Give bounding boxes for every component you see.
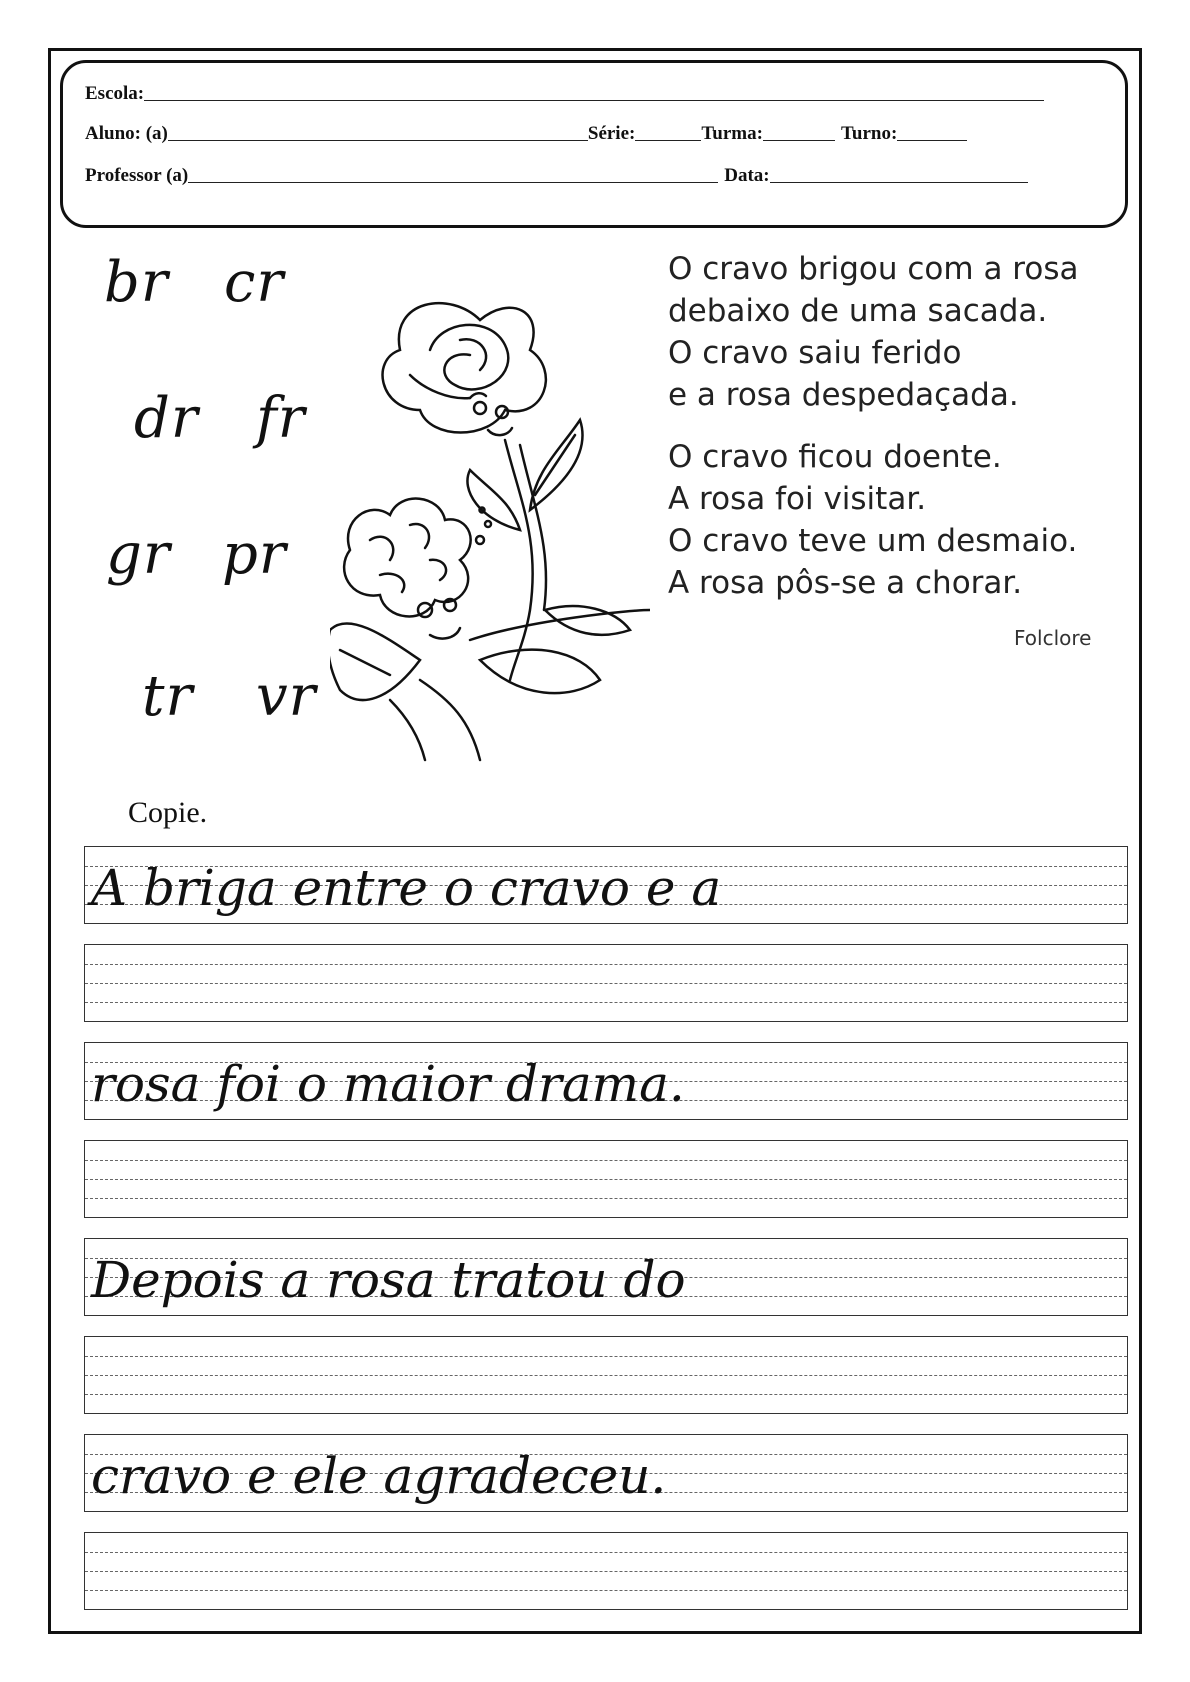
writing-band-5[interactable] bbox=[84, 1238, 1128, 1316]
poem-line: A rosa pôs-se a chorar. bbox=[668, 565, 1023, 601]
school-label: Escola: bbox=[85, 83, 145, 104]
writing-band-7[interactable] bbox=[84, 1434, 1128, 1512]
header-form bbox=[60, 60, 1128, 228]
school-field[interactable] bbox=[144, 99, 1044, 101]
teacher-label: Professor (a) bbox=[85, 165, 189, 186]
letter-pair-fr: fr bbox=[256, 386, 306, 451]
student-row bbox=[85, 123, 967, 145]
school-row bbox=[85, 83, 1044, 105]
writing-band-8[interactable] bbox=[84, 1532, 1128, 1610]
exercise-instruction: Copie. bbox=[128, 796, 208, 829]
model-sentence: cravo e ele agradeceu. bbox=[91, 1447, 667, 1505]
letter-pair-tr: tr bbox=[142, 664, 194, 729]
poem-line: O cravo saiu ferido bbox=[668, 335, 962, 371]
poem-line: O cravo brigou com a rosa bbox=[668, 251, 1079, 287]
poem-line: debaixo de uma sacada. bbox=[668, 293, 1048, 329]
model-sentence: rosa foi o maior drama. bbox=[91, 1055, 685, 1113]
poem-line: O cravo teve um desmaio. bbox=[668, 523, 1078, 559]
rose-carnation-illustration bbox=[330, 280, 650, 780]
poem-line: e a rosa despedaçada. bbox=[668, 377, 1019, 413]
grade-label: Série: bbox=[587, 123, 636, 144]
letter-pair-cr: cr bbox=[224, 250, 285, 315]
teacher-row bbox=[85, 165, 1028, 187]
shift-label: Turno: bbox=[840, 123, 898, 144]
student-label: Aluno: (a) bbox=[85, 123, 168, 144]
model-sentence: Depois a rosa tratou do bbox=[91, 1251, 686, 1309]
date-field[interactable] bbox=[770, 181, 1028, 183]
shift-field[interactable] bbox=[897, 139, 967, 141]
poem-stanza-2 bbox=[668, 436, 1108, 604]
class-field[interactable] bbox=[763, 139, 835, 141]
poem bbox=[668, 248, 1108, 624]
poem-stanza-1 bbox=[668, 248, 1108, 416]
writing-band-6[interactable] bbox=[84, 1336, 1128, 1414]
writing-band-1[interactable] bbox=[84, 846, 1128, 924]
letter-pair-br: br bbox=[104, 250, 169, 315]
teacher-field[interactable] bbox=[188, 181, 718, 183]
grade-field[interactable] bbox=[635, 139, 701, 141]
class-label: Turma: bbox=[701, 123, 763, 144]
date-label: Data: bbox=[724, 165, 770, 186]
letter-pair-gr: gr bbox=[106, 522, 171, 587]
letter-pair-dr: dr bbox=[134, 386, 199, 451]
letter-pair-pr: pr bbox=[222, 522, 287, 587]
writing-band-2[interactable] bbox=[84, 944, 1128, 1022]
poem-line: O cravo ficou doente. bbox=[668, 439, 1002, 475]
model-sentence: A briga entre o cravo e a bbox=[91, 859, 722, 917]
letter-pair-vr: vr bbox=[256, 664, 317, 729]
writing-band-4[interactable] bbox=[84, 1140, 1128, 1218]
student-field[interactable] bbox=[168, 139, 588, 141]
poem-line: A rosa foi visitar. bbox=[668, 481, 927, 517]
poem-attribution: Folclore bbox=[1014, 626, 1092, 650]
writing-band-3[interactable] bbox=[84, 1042, 1128, 1120]
